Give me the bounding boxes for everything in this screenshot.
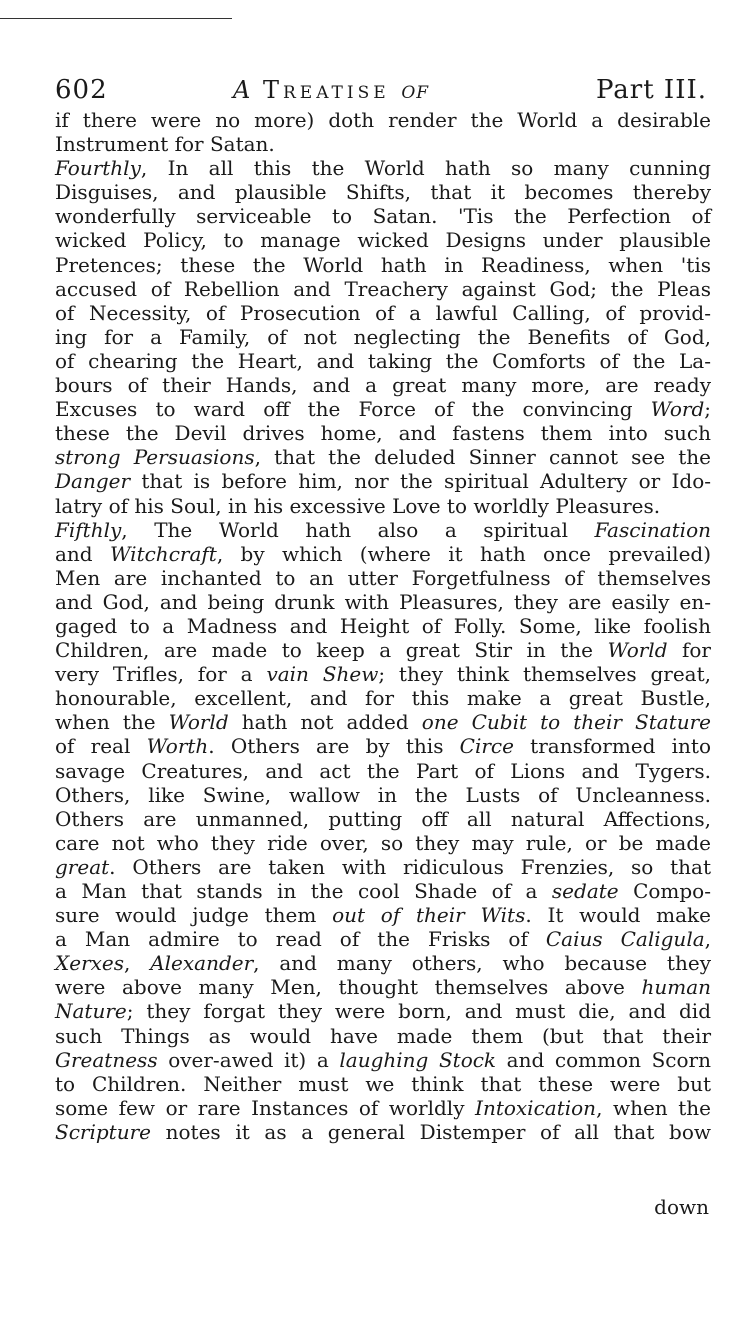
italic-text-run: Caius Caligula	[545, 927, 705, 952]
text-run: these the Devil drives home, and fastens them into such	[55, 421, 711, 446]
italic-text-run: Greatness	[55, 1047, 158, 1072]
text-run: accused of Rebellion and Treachery against God; the Pleas	[55, 276, 711, 301]
text-line	[55, 180, 711, 204]
text-run: , by which (where it hath once prevailed)	[216, 541, 712, 566]
text-run: of Necessity, of Prosecution of a lawful Calling, of provid-	[55, 300, 711, 325]
italic-text-run: Fifthly	[55, 517, 122, 542]
text-run: when the	[55, 710, 169, 735]
italic-text-run: sedate	[551, 879, 619, 903]
text-line	[55, 349, 711, 373]
text-run: if there were no more) doth render the World a desirable	[55, 108, 711, 132]
text-line	[55, 469, 711, 493]
italic-text-run: great	[55, 854, 110, 879]
italic-text-run: Witchcraft	[109, 541, 217, 566]
text-line	[55, 975, 711, 999]
italic-text-run: Scripture	[55, 1119, 151, 1144]
text-run: ; they think themselves great,	[378, 662, 711, 687]
italic-text-run: vain Shew	[266, 662, 379, 687]
text-line	[55, 156, 711, 180]
text-run: and common Scorn	[496, 1047, 711, 1072]
text-line	[55, 1120, 711, 1144]
text-line	[55, 494, 711, 518]
text-run: transformed into	[513, 734, 712, 759]
text-run: a Man that stands in the cool Shade of a	[55, 879, 552, 903]
text-run: some few or rare Instances of worldly	[55, 1095, 476, 1120]
text-run: Pretences; these the World hath in Readiness, when 'tis	[55, 252, 711, 277]
text-run: were above many Men, thought themselves above	[55, 975, 642, 1000]
text-line	[55, 614, 711, 638]
italic-text-run: Danger	[55, 469, 131, 494]
text-run: and God, and being drunk with Pleasures, they are easily en-	[55, 589, 711, 614]
text-run: of chearing the Heart, and taking the Comforts of the La-	[55, 348, 711, 373]
italic-text-run: one Cubit to their Stature	[421, 710, 712, 735]
text-run: of real	[55, 734, 147, 759]
running-title-suffix: of	[401, 76, 430, 104]
page-number: 602	[55, 75, 108, 105]
italic-text-run: strong Persuasions	[55, 445, 255, 470]
running-title-main: Treatise	[262, 76, 390, 104]
text-line	[55, 759, 711, 783]
text-run: Children, are made to keep a great Stir in the	[55, 638, 608, 663]
text-line	[55, 807, 711, 831]
text-run: that is before him, nor the spiritual Adultery or Ido-	[130, 469, 711, 494]
text-run: such Things as would have made them (but that their	[55, 1023, 711, 1048]
italic-text-run: Fascination	[594, 517, 711, 542]
text-run: Excuses to ward off the Force of the convincing	[55, 397, 651, 422]
italic-text-run: laughing Stock	[339, 1047, 497, 1072]
text-line	[55, 253, 711, 277]
text-line	[55, 373, 711, 397]
text-run: bours of their Hands, and a great many more, are ready	[55, 373, 711, 398]
text-block	[55, 108, 711, 1144]
text-line	[55, 903, 711, 927]
italic-text-run: Fourthly	[55, 156, 141, 181]
text-run: care not who they ride over, so they may rule, or be made	[55, 830, 711, 855]
text-run: ,	[124, 951, 151, 976]
text-run: . Others are by this	[208, 734, 460, 759]
text-run: over-awed it) a	[157, 1047, 340, 1072]
text-run: Instrument for Satan.	[55, 132, 275, 157]
italic-text-run: Alexander	[150, 951, 254, 976]
text-run: ; they forgat they were born, and must die, and did	[126, 999, 711, 1024]
text-line	[55, 204, 711, 228]
text-line	[55, 590, 711, 614]
text-line	[55, 277, 711, 301]
italic-text-run: World	[607, 638, 668, 663]
text-line	[55, 686, 711, 710]
text-line	[55, 951, 711, 975]
text-run: savage Creatures, and act the Part of Lions and Tygers.	[55, 758, 711, 783]
text-run: Others are unmanned, putting off all natural Affections,	[55, 806, 711, 831]
text-run: wonderfully serviceable to Satan. 'Tis the Perfection of	[55, 204, 711, 229]
text-run: wicked Policy, to manage wicked Designs under plausible	[55, 228, 711, 253]
text-line	[55, 783, 711, 807]
text-run: , when the	[596, 1095, 711, 1120]
text-run: , In all this the World hath so many cunning	[140, 156, 711, 181]
text-line	[55, 518, 711, 542]
text-run: ing for a Family, of not neglecting the Benefits of God,	[55, 324, 711, 349]
text-line	[55, 132, 711, 156]
text-line	[55, 1048, 711, 1072]
text-line	[55, 710, 711, 734]
italic-text-run: Circe	[459, 734, 514, 759]
text-line	[55, 1072, 711, 1096]
text-line	[55, 542, 711, 566]
text-line	[55, 325, 711, 349]
text-run: , and many others, who because they	[253, 951, 711, 976]
text-line	[55, 421, 711, 445]
text-line	[55, 662, 711, 686]
running-title	[233, 74, 429, 106]
text-line	[55, 566, 711, 590]
italic-text-run: Worth	[146, 734, 209, 759]
italic-text-run: Intoxication	[475, 1095, 597, 1120]
italic-text-run: Xerxes	[55, 951, 125, 976]
text-line	[55, 108, 711, 132]
text-run: and	[55, 541, 110, 566]
text-run: Disguises, and plausible Shifts, that it becomes thereby	[55, 180, 711, 205]
text-run: latry of his Soul, in his excessive Love to worldly Pleasures.	[55, 493, 661, 518]
text-line	[55, 1024, 711, 1048]
text-run: , that the deluded Sinner cannot see the	[254, 445, 712, 470]
text-run: for	[667, 638, 711, 663]
text-line	[55, 855, 711, 879]
top-rule	[0, 18, 232, 19]
text-run: . It would make	[525, 903, 712, 928]
text-line	[55, 927, 711, 951]
text-run: , The World hath also a spiritual	[121, 517, 595, 542]
text-line	[55, 397, 711, 421]
text-run: a Man admire to read of the Frisks of	[55, 927, 546, 952]
text-line	[55, 734, 711, 758]
text-run: Compo-	[618, 879, 711, 903]
italic-text-run: Nature	[55, 999, 127, 1024]
text-line	[55, 638, 711, 662]
italic-text-run: human	[641, 975, 711, 1000]
text-line	[55, 228, 711, 252]
running-title-prefix: A	[233, 76, 252, 104]
page-header	[55, 74, 707, 106]
text-run: Others, like Swine, wallow in the Lusts of Uncleanness.	[55, 782, 711, 807]
catchword: down	[654, 1195, 709, 1219]
text-run: notes it as a general Distemper of all that bow	[150, 1119, 711, 1144]
text-run: sure would judge them	[55, 903, 333, 928]
text-run: to Children. Neither must we think that these were but	[55, 1071, 711, 1096]
text-line	[55, 445, 711, 469]
text-run: very Trifles, for a	[55, 662, 267, 687]
text-line	[55, 879, 711, 903]
italic-text-run: out of their Wits	[332, 903, 526, 928]
text-line	[55, 301, 711, 325]
text-run: hath not added	[228, 710, 422, 735]
part-label: Part III.	[595, 75, 707, 105]
text-run: honourable, excellent, and for this make a great Bustle,	[55, 686, 711, 711]
italic-text-run: World	[168, 710, 229, 735]
text-line	[55, 999, 711, 1023]
text-run: Men are inchanted to an utter Forgetfulness of themselves	[55, 565, 711, 590]
text-run: ;	[704, 397, 711, 422]
text-line	[55, 1096, 711, 1120]
text-line	[55, 831, 711, 855]
text-run: gaged to a Madness and Height of Folly. Some, like foolish	[55, 613, 711, 638]
text-run: ,	[704, 927, 711, 952]
italic-text-run: Word	[650, 397, 705, 422]
text-run: . Others are taken with ridiculous Frenzies, so that	[109, 854, 711, 879]
